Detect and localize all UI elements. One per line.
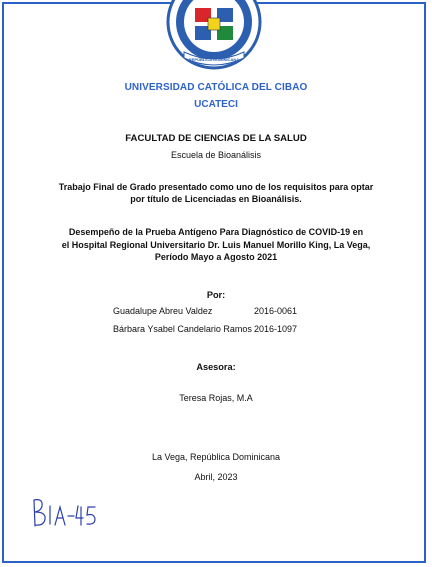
faculty-name: FACULTAD DE CIENCIAS DE LA SALUD	[125, 133, 307, 144]
document-date: Abril, 2023	[194, 472, 238, 482]
university-name: UNIVERSIDAD CATÓLICA DEL CIBAO	[124, 82, 308, 93]
advisor-label: Asesora:	[196, 362, 236, 372]
university-seal-logo	[164, 0, 264, 72]
title-line: Desempeño de la Prueba Antígeno Para Diagnóstico de COVID-19 en	[68, 227, 364, 237]
thesis-purpose	[0, 182, 432, 205]
title-line: Período Mayo a Agosto 2021	[154, 252, 278, 262]
location: La Vega, República Dominicana	[151, 452, 281, 462]
author-id: 2016-1097	[254, 324, 298, 334]
thesis-title	[0, 226, 432, 264]
university-acronym: UCATECI	[194, 99, 238, 110]
author-id: 2016-0061	[254, 306, 298, 316]
svg-text:REPÚBLICA DOMINICANA: REPÚBLICA DOMINICANA	[188, 57, 240, 62]
authors-label: Por:	[206, 290, 226, 300]
school-name: Escuela de Bioanálisis	[170, 150, 262, 160]
author-name: Guadalupe Abreu Valdez	[113, 306, 213, 316]
purpose-line: Trabajo Final de Grado presentado como uno de los requisitos para optar	[58, 182, 374, 192]
title-line: el Hospital Regional Universitario Dr. Luis Manuel Morillo King, La Vega,	[61, 239, 371, 250]
advisor-name: Teresa Rojas, M.A	[179, 393, 253, 403]
author-name: Bárbara Ysabel Candelario Ramos	[113, 324, 252, 334]
handwritten-note	[30, 494, 100, 532]
purpose-line: por título de Licenciadas en Bioanálisis.	[130, 193, 302, 204]
